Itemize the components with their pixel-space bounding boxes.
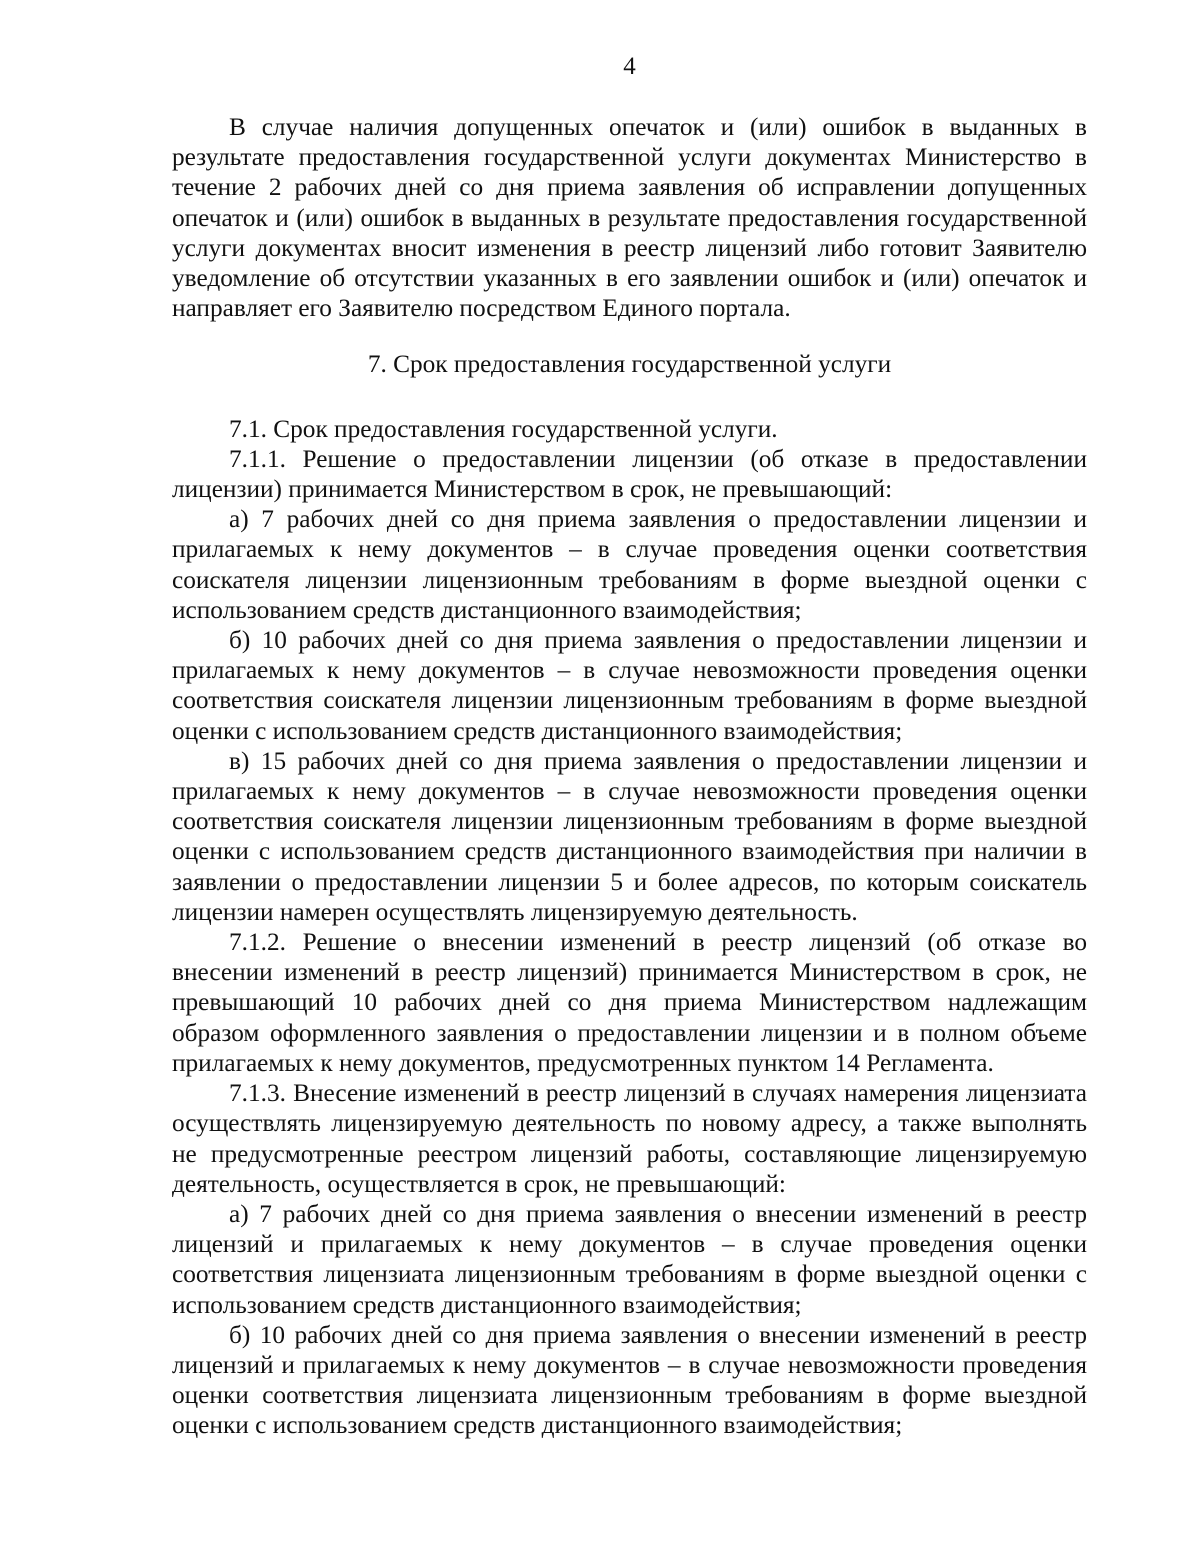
list-item-7-1-1-v: в) 15 рабочих дней со дня приема заявления о предоставлении лицензии и прилагаемых к нему документов – в случае невозможности проведения оценки соответствия соискателя лицензии лицензионным требованиям в форме выездной оценки с использованием средств дистанционного взаимодействия при наличии в заявлении о предоставлении лицензии 5 и более адресов, по которым соискатель лицензии намерен осуществлять лицензируемую деятельность.	[172, 746, 1087, 926]
section-heading: 7. Срок предоставления государственной услуги	[367, 350, 892, 379]
list-item-7-1-3-b: б) 10 рабочих дней со дня приема заявления о внесении изменений в реестр лицензий и прилагаемых к нему документов – в случае невозможности проведения оценки соответствия лицензиата лицензионным требованиям в форме выездной оценки с использованием средств дистанционного взаимодействия;	[172, 1320, 1087, 1440]
document-page	[172, 0, 1087, 1553]
paragraph-7-1: 7.1. Срок предоставления государственной услуги.	[229, 414, 778, 443]
list-item-7-1-3-a: а) 7 рабочих дней со дня приема заявления о внесении изменений в реестр лицензий и прилагаемых к нему документов – в случае проведения оценки соответствия лицензиата лицензионным требованиям в форме выездной оценки с использованием средств дистанционного взаимодействия;	[172, 1199, 1087, 1319]
list-item-7-1-1-a: а) 7 рабочих дней со дня приема заявления о предоставлении лицензии и прилагаемых к нему документов – в случае проведения оценки соответствия соискателя лицензии лицензионным требованиям в форме выездной оценки с использованием средств дистанционного взаимодействия;	[172, 505, 1087, 624]
document-body	[172, 112, 1087, 1441]
paragraph-7-1-3: 7.1.3. Внесение изменений в реестр лицензий в случаях намерения лицензиата осуществлять лицензируемую деятельность по новому адресу, а также выполнять не предусмотренные реестром лицензий работы, составляющие лицензируемую деятельность, осуществляется в срок, не превышающий:	[172, 1079, 1087, 1198]
paragraph-7-1-1: 7.1.1. Решение о предоставлении лицензии (об отказе в предоставлении лицензии) принимается Министерством в срок, не превышающий:	[172, 444, 1087, 504]
page-number: 4	[623, 53, 636, 80]
paragraph-7-1-2: 7.1.2. Решение о внесении изменений в реестр лицензий (об отказе во внесении изменений в реестр лицензий) принимается Министерством в срок, не превышающий 10 рабочих дней со дня приема Министерством надлежащим образом оформленного заявления о предоставлении лицензии и в полном объеме прилагаемых к нему документов, предусмотренных пунктом 14 Регламента.	[172, 928, 1087, 1077]
paragraph-corrections: В случае наличия допущенных опечаток и (или) ошибок в выданных в результате предоставления государственной услуги документах Министерство в течение 2 рабочих дней со дня приема заявления об исправлении допущенных опечаток и (или) ошибок в выданных в результате предоставления государственной услуги документах вносит изменения в реестр лицензий либо готовит Заявителю уведомление об отсутствии указанных в его заявлении ошибок и (или) опечаток и направляет его Заявителю посредством Единого портала.	[172, 113, 1087, 323]
list-item-7-1-1-b: б) 10 рабочих дней со дня приема заявления о предоставлении лицензии и прилагаемых к нему документов – в случае невозможности проведения оценки соответствия соискателя лицензии лицензионным требованиям в форме выездной оценки с использованием средств дистанционного взаимодействия;	[172, 626, 1087, 745]
